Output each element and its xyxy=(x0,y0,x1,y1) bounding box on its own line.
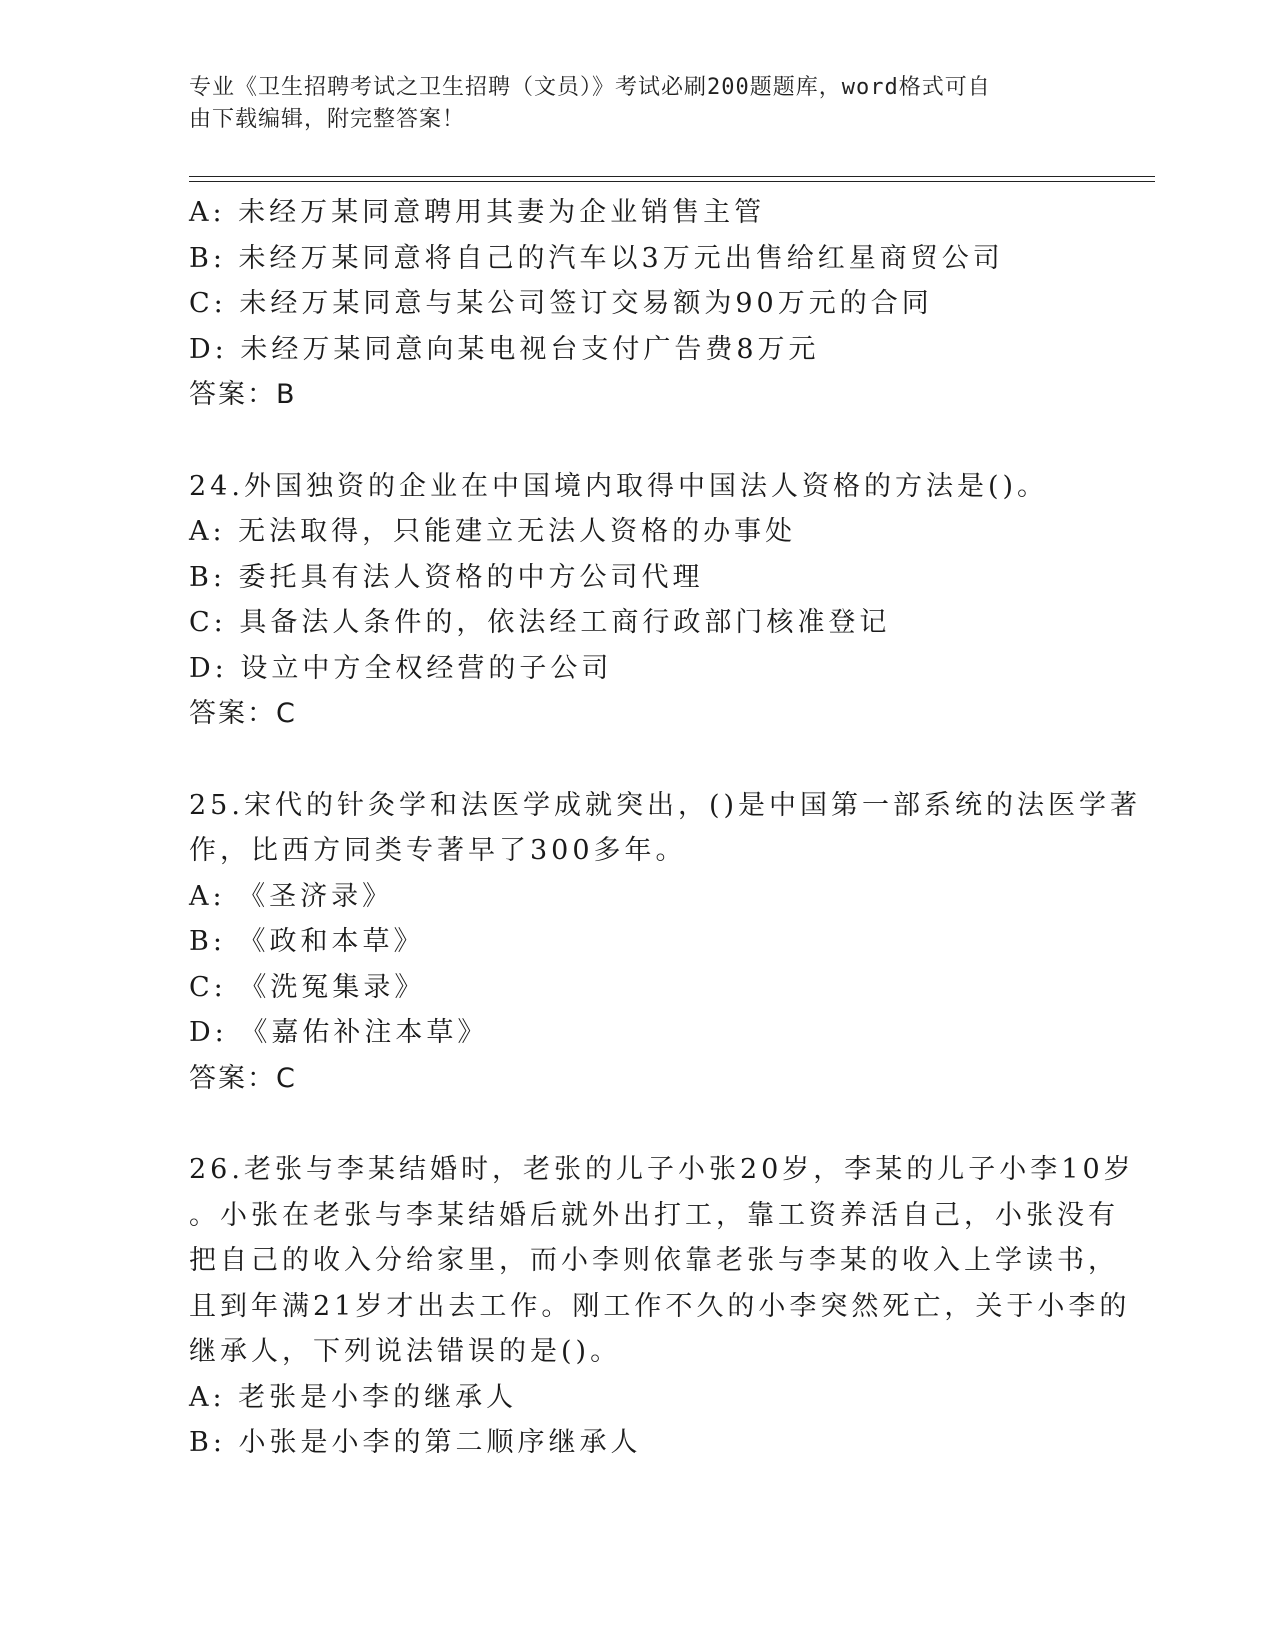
option-a: A: 未经万某同意聘用其妻为企业销售主管 xyxy=(189,197,766,228)
option-a: A: 无法取得，只能建立无法人资格的办事处 xyxy=(189,516,797,547)
answer-line: 答案：C xyxy=(189,1062,297,1094)
option-b: B: 《政和本草》 xyxy=(189,926,425,957)
header-divider-top xyxy=(189,176,1155,177)
option-b: B: 未经万某同意将自己的汽车以3万元出售给红星商贸公司 xyxy=(189,242,1004,274)
option-d: D: 未经万某同意向某电视台支付广告费8万元 xyxy=(189,333,820,365)
spacer xyxy=(189,737,1089,783)
option-d: D: 设立中方全权经营的子公司 xyxy=(189,652,613,684)
question-stem-line-2: 作，比西方同类专著早了300多年。 xyxy=(189,835,687,866)
header-line-1: 专业《卫生招聘考试之卫生招聘（文员）》考试必刷200题题库，word格式可自 xyxy=(189,75,991,100)
option-c: C: 《洗冤集录》 xyxy=(189,971,426,1003)
question-block-26 xyxy=(189,1147,1135,1466)
question-stem: 24.外国独资的企业在中国境内取得中国法人资格的方法是()。 xyxy=(189,470,1049,502)
header-line-2: 由下载编辑，附完整答案！ xyxy=(189,107,466,132)
option-b: B: 小张是小李的第二顺序继承人 xyxy=(189,1427,642,1458)
spacer xyxy=(189,418,1089,464)
option-a: A: 《圣济录》 xyxy=(189,880,394,912)
question-block-24 xyxy=(189,464,1089,737)
answer-line: 答案：C xyxy=(189,698,297,729)
spacer xyxy=(189,1101,1089,1147)
option-a: A: 老张是小李的继承人 xyxy=(189,1381,518,1413)
question-stem-line-2: 。小张在老张与李某结婚后就外出打工，靠工资养活自己，小张没有 xyxy=(189,1199,1119,1231)
question-stem-line-1: 26.老张与李某结婚时，老张的儿子小张20岁，李某的儿子小李10岁 xyxy=(189,1154,1135,1185)
question-block-25 xyxy=(189,783,1142,1102)
option-d: D: 《嘉佑补注本草》 xyxy=(189,1017,489,1048)
document-header xyxy=(189,72,1069,136)
question-block-prev xyxy=(189,190,1089,418)
option-c: C: 未经万某同意与某公司签订交易额为90万元的合同 xyxy=(189,288,933,319)
header-divider-bottom xyxy=(189,181,1155,182)
answer-line: 答案：B xyxy=(189,379,297,410)
option-b: B: 委托具有法人资格的中方公司代理 xyxy=(189,561,704,593)
option-c: C: 具备法人条件的，依法经工商行政部门核准登记 xyxy=(189,607,891,638)
question-stem-line-3: 把自己的收入分给家里，而小李则依靠老张与李某的收入上学读书， xyxy=(189,1245,1119,1276)
question-stem-line-5: 继承人，下列说法错误的是()。 xyxy=(189,1336,622,1367)
question-content xyxy=(189,190,1142,1466)
question-stem-line-4: 且到年满21岁才出去工作。刚工作不久的小李突然死亡，关于小李的 xyxy=(189,1290,1131,1322)
question-stem-line-1: 25.宋代的针灸学和法医学成就突出，()是中国第一部系统的法医学著 xyxy=(189,789,1142,821)
